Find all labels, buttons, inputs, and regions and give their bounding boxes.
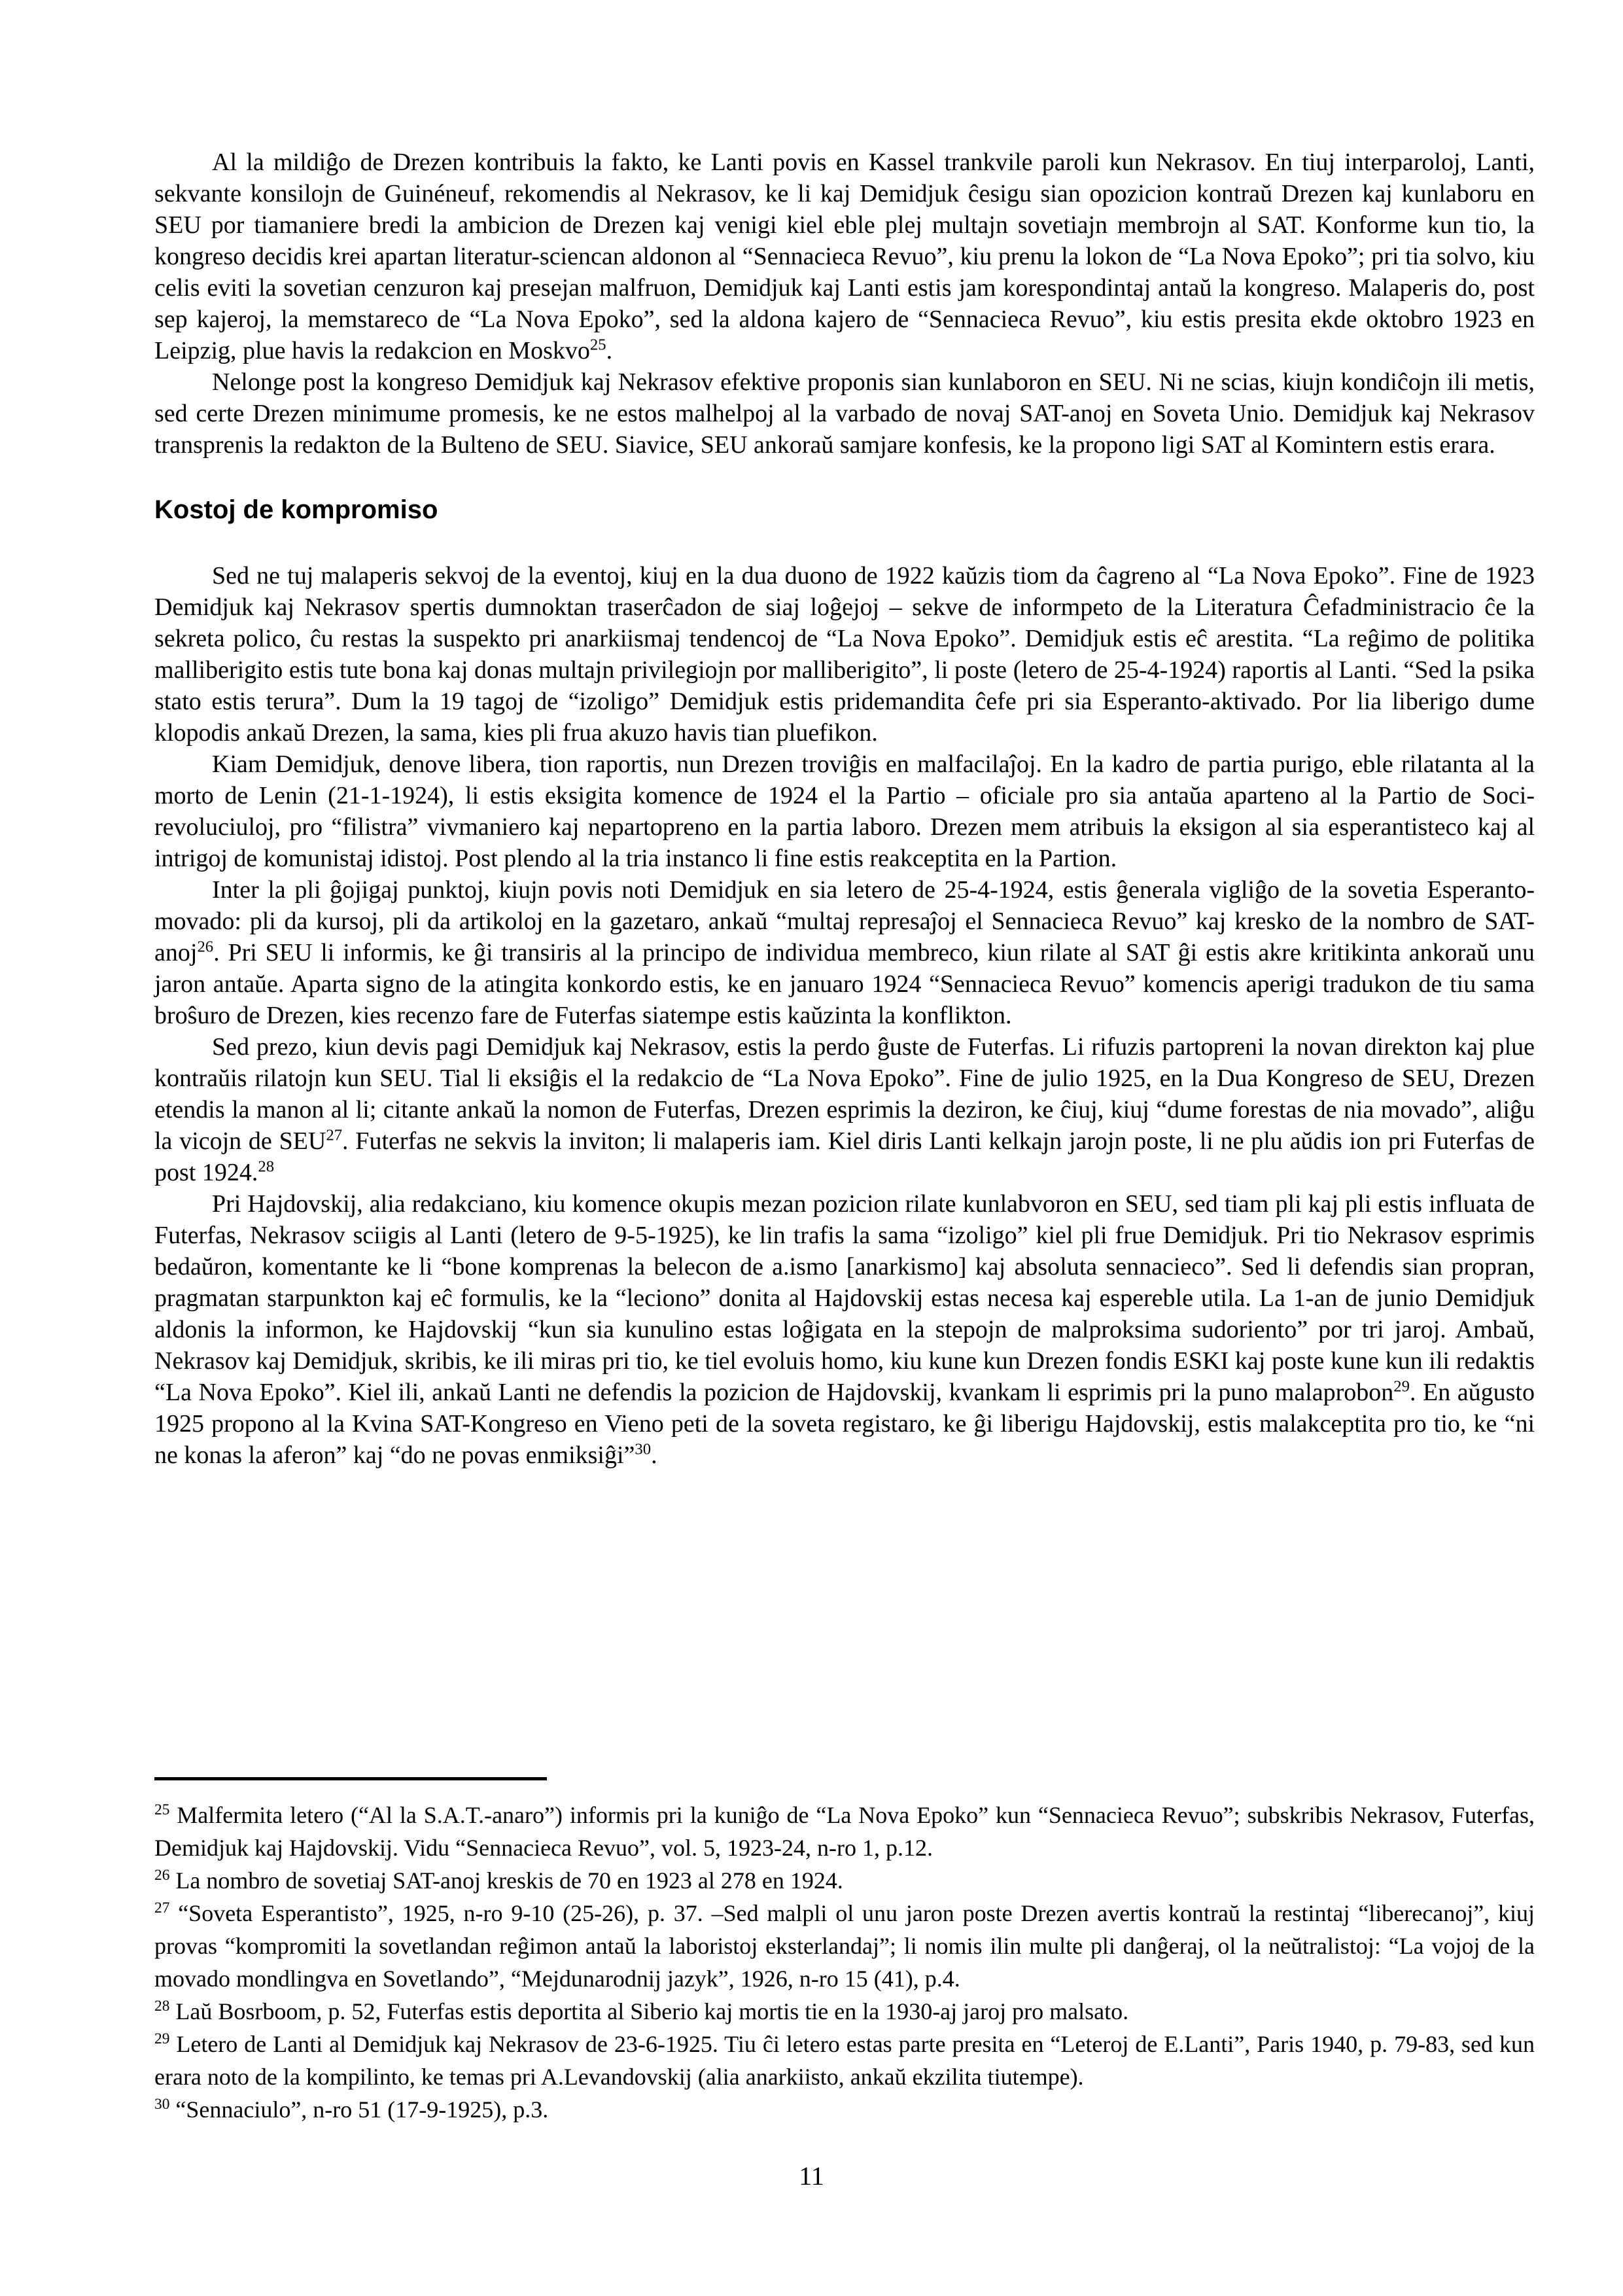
footnote-list bbox=[154, 1799, 1535, 2126]
paragraph: Nelonge post la kongreso Demidjuk kaj Nekrasov efektive proponis sian kunlaboron en SEU. Ni ne scias, kiujn kondiĉojn ili metis, sed certe Drezen minimume promesis, ke ne estos malhelpoj al la varbado de novaj SAT-anoj en Soveta Unio. Demidjuk kaj Nekrasov transprenis la redakton de la Bulteno de SEU. Siavice, SEU ankoraŭ samjare konfesis, ke la propono ligi SAT al Komintern estis erara. bbox=[154, 368, 1535, 459]
footnote-number: 25 bbox=[154, 1801, 170, 1818]
footnote: $^{29}$ Letero de Lanti al Demidjuk kaj Nekrasov de 23-6-1925. Tiu ĉi letero estas parte presita en “Leteroj de E.Lanti”, Paris 1940, p. 79-83, sed kun erara noto de la kompilinto, ke temas pri A.Levandovskij (alia anarkiisto, ankaŭ ekzilita tiutempe). bbox=[154, 2030, 1535, 2090]
intro-paragraphs bbox=[154, 147, 1535, 461]
footnote-marker: 28 bbox=[258, 1157, 275, 1176]
footnote: $^{27}$ “Soveta Esperantisto”, 1925, n-ro 9-10 (25-26), p. 37. –Sed malpli ol unu jaron poste Drezen avertis kontraŭ la restintaj “liberecanoj”, kiuj provas “kompromiti la sovetlandan reĝimon antaŭ la laboristoj eksterlandaj”; li nomis ilin multe pli danĝeraj, ol la neŭtralistoj: “La vojoj de la movado mondlingva en Sovetlando”, “Mejdunarodnij jazyk”, 1926, n-ro 15 (41), p.4. bbox=[154, 1899, 1535, 1992]
footnote: $^{25}$ Malfermita letero (“Al la S.A.T.-anaro”) informis pri la kuniĝo de “La Nova Epoko” kun “Sennacieca Revuo”; subskribis Nekrasov, Futerfas, Demidjuk kaj Hajdovskij. Vidu “Sennacieca Revuo”, vol. 5, 1923-24, n-ro 1, p.12. bbox=[154, 1801, 1535, 1861]
footnote-marker: 25 bbox=[589, 336, 606, 354]
footnote: $^{30}$ “Sennaciulo”, n-ro 51 (17-9-1925), p.3. bbox=[154, 2096, 549, 2123]
paragraph: Sed prezo, kiun devis pagi Demidjuk kaj Nekrasov, estis la perdo ĝuste de Futerfas. Li rifuzis partopreni la novan direkton kaj plue kontraŭis rilatojn kun SEU. Tial li eksiĝis el la redakcio de “La Nova Epoko”. Fine de julio 1925, en la Dua Kongreso de SEU, Drezen etendis la manon al li; citante ankaŭ la nomon de Futerfas, Drezen esprimis la deziron, ke ĉiuj, kiuj “dume forestas de nia movado”, aliĝu la vicojn de SEU$^{27}$. Futerfas ne sekvis la inviton; li malaperis iam. Kiel diris Lanti kelkajn jarojn poste, li ne plu aŭdis ion pri Futerfas de post 1924.28 bbox=[154, 1033, 1535, 1186]
footnote-number: 29 bbox=[154, 2030, 170, 2047]
footnote-number: 27 bbox=[154, 1899, 170, 1916]
section-paragraphs bbox=[154, 560, 1535, 1471]
footnote-separator bbox=[154, 1777, 547, 1780]
section-heading: Kostoj de kompromiso bbox=[154, 495, 438, 524]
footnote: $^{28}$ Laŭ Bosrboom, p. 52, Futerfas estis deportita al Siberio kaj mortis tie en la 1930-aj jaroj pro malsato. bbox=[154, 1998, 1129, 2024]
body-text bbox=[154, 147, 1535, 1471]
footnote-marker: 29 bbox=[1393, 1377, 1410, 1396]
paragraph: Inter la pli ĝojigaj punktoj, kiujn povis noti Demidjuk en sia letero de 25-4-1924, estis ĝenerala vigliĝo de la sovetia Esperanto-movado: pli da kursoj, pli da artikoloj en la gazetaro, ankaŭ “multaj represaĵoj el Sennacieca Revuo” kaj kresko de la nombro de SAT-anoj$^{26}$. Pri SEU li informis, ke ĝi transiris al la principo de individua membreco, kiun rilate al SAT ĝi estis akre kritikinta ankoraŭ unu jaron antaŭe. Aparta signo de la atingita konkordo estis, ke en januaro 1924 “Sennacieca Revuo” komencis aperigi tradukon de tiu sama broŝuro de Drezen, kies recenzo fare de Futerfas siatempe estis kaŭzinta la konflikton. bbox=[154, 876, 1535, 1029]
paragraph: Sed ne tuj malaperis sekvoj de la eventoj, kiuj en la dua duono de 1922 kaŭzis tiom da ĉagreno al “La Nova Epoko”. Fine de 1923 Demidjuk kaj Nekrasov spertis dumnoktan traserĉadon de siaj loĝejoj – sekve de informpeto de la Literatura Ĉefadministracio ĉe la sekreta polico, ĉu restas la suspekto pri anarkiismaj tendencoj de “La Nova Epoko”. Demidjuk estis eĉ arestita. “La reĝimo de politika malliberigito estis tute bona kaj donas multajn privilegiojn por malliberigito”, li poste (letero de 25-4-1924) raportis al Lanti. “Sed la psika stato estis terura”. Dum la 19 tagoj de “izoligo” Demidjuk estis pridemandita ĉefe pri sia Esperanto-aktivado. Por lia liberigo dume klopodis ankaŭ Drezen, la sama, kies pli frua akuzo havis tian pluefikon. bbox=[154, 562, 1535, 747]
footnote-number: 28 bbox=[154, 1998, 170, 2015]
footnote-marker: 30 bbox=[635, 1440, 652, 1458]
footnote-marker: 27 bbox=[326, 1126, 343, 1144]
paragraph: Al la mildiĝo de Drezen kontribuis la fakto, ke Lanti povis en Kassel trankvile paroli kun Nekrasov. En tiuj interparoloj, Lanti, sekvante konsilojn de Guinéneuf, rekomendis al Nekrasov, ke li kaj Demidjuk ĉesigu sian opozicion kontraŭ Drezen kaj kunlaboru en SEU por tiamaniere bredi la ambicion de Drezen kaj venigi kiel eble plej multajn sovetiajn membrojn al SAT. Konforme kun tio, la kongreso decidis krei apartan literatur-sciencan aldonon al “Sennacieca Revuo”, kiu prenu la lokon de “La Nova Epoko”; pri tia solvo, kiu celis eviti la sovetian cenzuron kaj presejan malfruon, Demidjuk kaj Lanti estis jam korespondintaj antaŭ la kongreso. Malaperis do, post sep kajeroj, la memstareco de “La Nova Epoko”, sed la aldona kajero de “Sennacieca Revuo”, kiu estis presita ekde oktobro 1923 en Leipzig, plue havis la redakcion en Moskvo$^{25}$. bbox=[154, 149, 1535, 364]
paragraph: Kiam Demidjuk, denove libera, tion raportis, nun Drezen troviĝis en malfacilaĵoj. En la kadro de partia purigo, eble rilatanta al la morto de Lenin (21-1-1924), li estis eksigita komence de 1924 el la Partio – oficiale pro sia antaŭa aparteno al la Partio de Soci-revoluciuloj, pro “filistra” vivmaniero kaj nepartopreno en la partia laboro. Drezen mem atribuis la eksigon al sia esperantisteco kaj al intrigoj de komunistaj idistoj. Post plendo al la tria instanco li fine estis reakceptita en la Partion. bbox=[154, 751, 1535, 872]
paragraph: Pri Hajdovskij, alia redakciano, kiu komence okupis mezan pozicion rilate kunlabvoron en SEU, sed tiam pli kaj pli estis influata de Futerfas, Nekrasov sciigis al Lanti (letero de 9-5-1925), ke lin trafis la sama “izoligo” kiel pli frue Demidjuk. Pri tio Nekrasov esprimis bedaŭron, komentante ke li “bone komprenas la belecon de a.ismo [anarkismo] kaj absoluta sennacieco”. Sed li defendis sian propran, pragmatan starpunkton kaj eĉ formulis, ke la “leciono” donita al Hajdovskij estas necesa kaj espereble utila. La 1-an de junio Demidjuk aldonis la informon, ke Hajdovskij “kun sia kunulino estas loĝigata en la stepojn de malproksima sudoriento” por tri jaroj. Ambaŭ, Nekrasov kaj Demidjuk, skribis, ke ili miras pri tio, ke tiel evoluis homo, kiu kune kun Drezen fondis ESKI kaj poste kune kun ili redaktis “La Nova Epoko”. Kiel ili, ankaŭ Lanti ne defendis la pozicion de Hajdovskij, kvankam li esprimis pri la puno malaprobon$^{29}$. En aŭgusto 1925 propono al la Kvina SAT-Kongreso en Vieno peti de la soveta registaro, ke ĝi liberigu Hajdovskij, estis malakceptita pro tio, ke “ni ne konas la aferon” kaj “do ne povas enmiksiĝi”$^{30}$. bbox=[154, 1190, 1535, 1469]
page-number: 11 bbox=[799, 2161, 824, 2191]
footnote-number: 30 bbox=[154, 2096, 170, 2113]
footnote-number: 26 bbox=[154, 1867, 170, 1884]
footnotes bbox=[154, 1777, 1535, 2126]
footnote: $^{26}$ La nombro de sovetiaj SAT-anoj kreskis de 70 en 1923 al 278 en 1924. bbox=[154, 1867, 843, 1894]
footnote-marker: 26 bbox=[197, 938, 214, 956]
